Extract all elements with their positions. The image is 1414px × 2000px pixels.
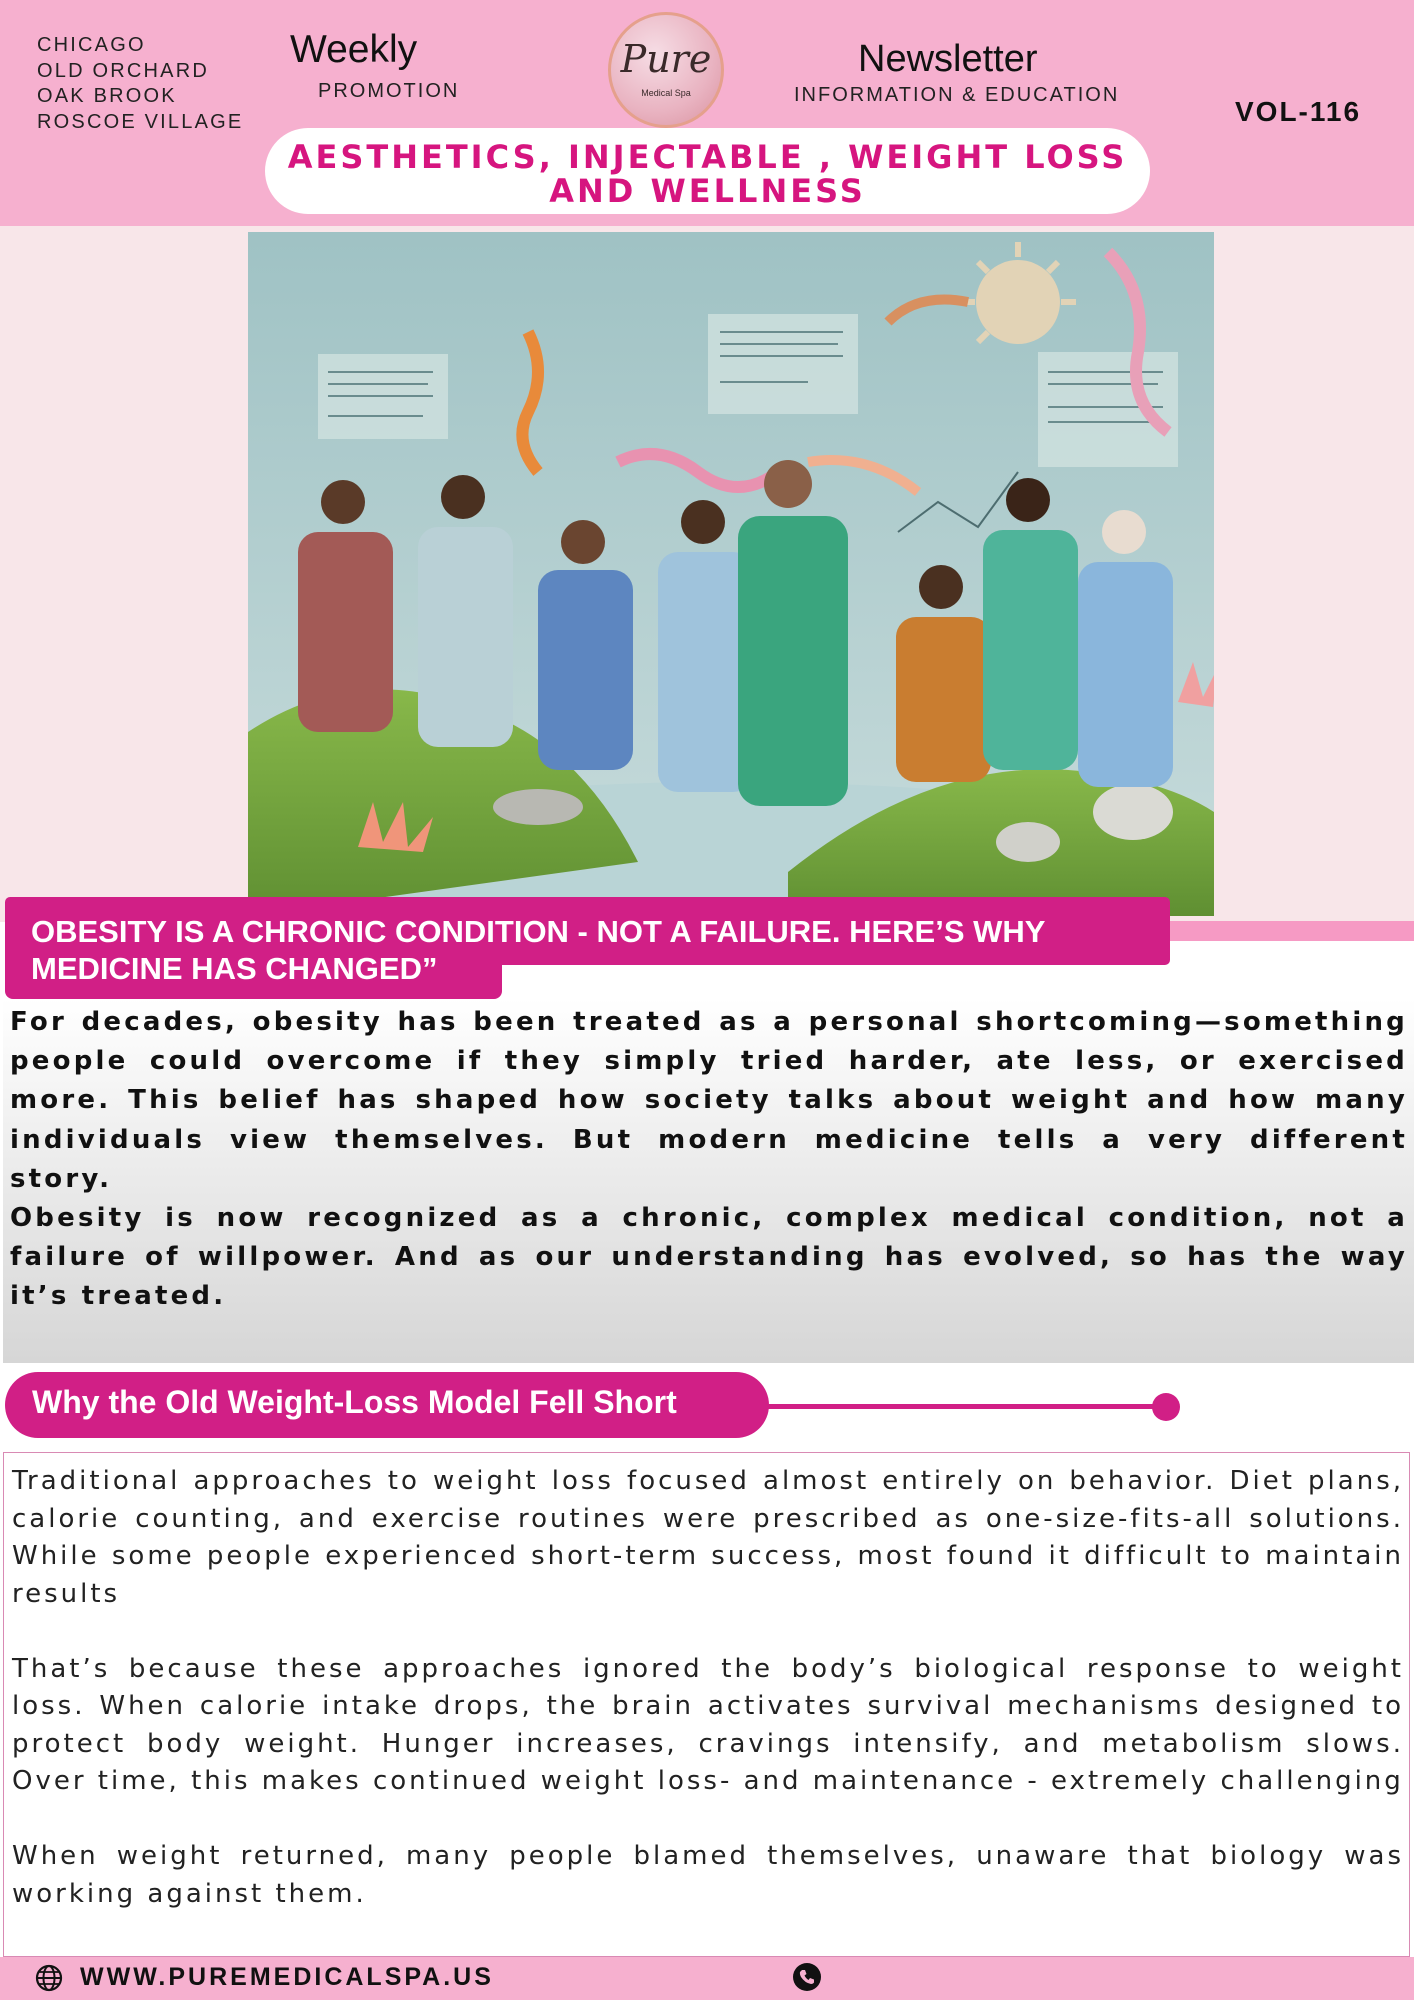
logo-subtitle: Medical Spa: [641, 88, 691, 98]
section-heading: Why the Old Weight-Loss Model Fell Short: [32, 1384, 677, 1420]
pure-logo: [608, 12, 724, 128]
location-item: CHICAGO: [37, 34, 146, 56]
location-list: [37, 33, 243, 135]
decorative-strip: [1168, 921, 1414, 941]
section-heading-dot: [1152, 1393, 1180, 1421]
title-line-2: AND WELLNESS: [549, 172, 866, 210]
article-headline: OBESITY IS A CHRONIC CONDITION - NOT A FAILURE. HERE’S WHY MEDICINE HAS CHANGED”: [31, 914, 1045, 986]
healthcare-team-illustration: [248, 232, 1214, 916]
body-paragraph-1: Traditional approaches to weight loss focused almost entirely on behavior. Diet plans, calorie counting, and exercise routines were prescribed as one-size-fits-all solutions. While some people experienced short-term success, most found it difficult to maintain results: [12, 1466, 1404, 1609]
phone-icon[interactable]: [792, 1962, 822, 1992]
volume-label: VOL-116: [1235, 96, 1362, 127]
globe-icon: [34, 1963, 64, 1993]
website-link[interactable]: WWW.PUREMEDICALSPA.US: [80, 1963, 494, 1991]
intro-paragraph-1: For decades, obesity has been treated as a personal shortcoming—something people could overcome if they simply tried harder, ate less, or exercised more. This belief has shaped how society talks about weight and how many individuals view themselves. But modern medicine tells a very different story.: [10, 1007, 1408, 1194]
header-banner: [0, 0, 1414, 226]
intro-text: [10, 1003, 1408, 1317]
section-heading-pill: [5, 1372, 769, 1438]
body-paragraph-3: When weight returned, many people blamed themselves, unaware that biology was working against them.: [12, 1841, 1404, 1909]
location-item: OLD ORCHARD: [37, 59, 209, 82]
body-text: [12, 1463, 1404, 1913]
location-item: OAK BROOK: [37, 85, 177, 107]
weekly-label: Weekly: [290, 28, 418, 71]
section-heading-line: [765, 1404, 1165, 1409]
intro-paragraph-2: Obesity is now recognized as a chronic, complex medical condition, not a failure of willpower. And as our understanding has evolved, so has the way it’s treated.: [10, 1203, 1408, 1312]
location-item: ROSCOE VILLAGE: [37, 110, 244, 133]
promotion-label: PROMOTION: [318, 80, 460, 102]
body-paragraph-2: That’s because these approaches ignored the body’s biological response to weight loss. When calorie intake drops, the brain activates survival mechanisms designed to protect body weight. Hunger increases, cravings intensify, and metabolism slows. Over time, this makes continued weight loss- and maintenance - extremely challenging: [12, 1653, 1404, 1796]
title-pill: [265, 128, 1150, 214]
title-line-1: AESTHETICS, INJECTABLE , WEIGHT LOSS: [287, 138, 1128, 176]
logo-script: Pure: [620, 37, 712, 81]
newsletter-label: Newsletter: [858, 38, 1038, 80]
info-education-label: INFORMATION & EDUCATION: [794, 84, 1120, 106]
